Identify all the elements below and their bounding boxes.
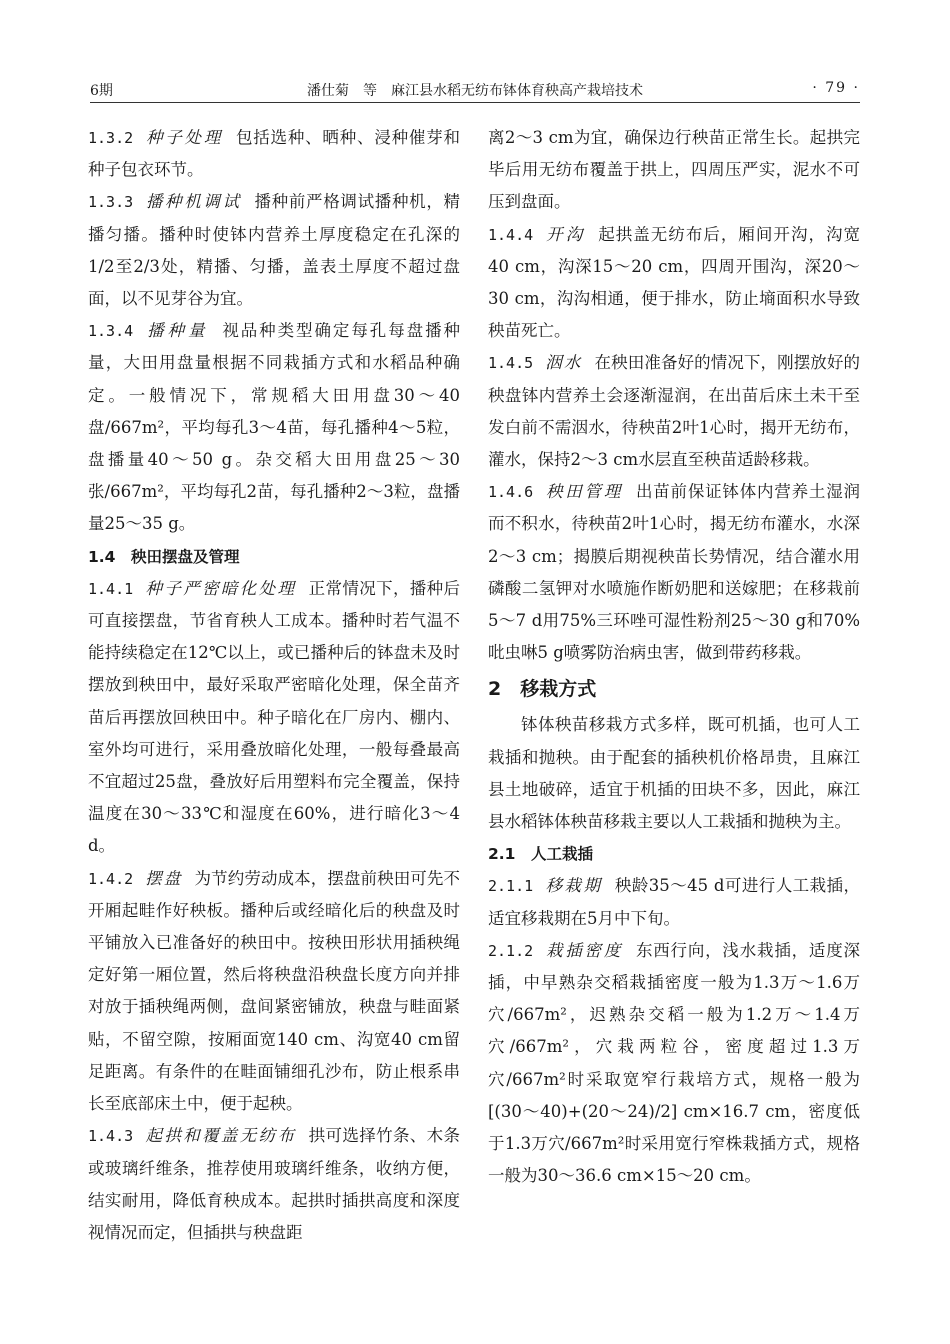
paragraph-text: 正常情况下，播种后可直接摆盘，节省育秧人工成本。播种时若气温不能持续稳定在12℃以上，或已播种后的钵盘未及时摆放到秧田中，最好采取严密暗化处理，保全苗齐苗后再摆放回秧田中。种子暗化在厂房内、棚内、室外均可进行，采用叠放暗化处理，一般每叠最高不宜超过25盘，叠放好后用塑料布完全覆盖，保持温度在30～33℃和湿度在60%，进行暗化3～4 d。 [88,578,461,856]
paragraph-text: 秧龄35～45 d可进行人工栽插，适宜移栽期在5月中下旬。 [488,876,860,928]
subsection-title: 摆盘 [145,868,183,888]
section-heading: 2 移栽方式 [488,678,597,701]
paragraph [88,863,460,1121]
paragraph [488,347,860,476]
paragraph [88,122,460,186]
right-column [488,122,860,1193]
paragraph [88,315,460,540]
subsection-number: 1.4.6 [488,483,534,502]
subsection-number: 1.3.4 [88,322,134,341]
running-header [90,78,860,103]
subsection-title: 移栽期 [545,876,603,896]
section-heading: 1.4 秧田摆盘及管理 [88,547,240,566]
paragraph-text: 东西行向，浅水栽插，适度深插，中早熟杂交稻栽插密度一般为1.3万～1.6万穴/667m²，迟熟杂交稻一般为1.2万～1.4万穴/667m²，穴栽两粒谷，密度超过1.3万穴/667m²时采取宽窄行栽培方式，规格一般为[(30～40)+(20～24)/2] cm×16.7 cm，密度低于1.3万穴/667m²时采用宽行窄株栽插方式，规格一般为30～36.6 cm×15～20 cm。 [488,940,860,1186]
subsection-number: 1.3.3 [88,193,134,212]
subsection-number: 1.3.2 [88,129,134,147]
paragraph-text: 出苗前保证钵体内营养土湿润而不积水，待秧苗2叶1心时，揭无纺布灌水，水深2～3 cm；揭膜后期视秧苗长势情况，结合灌水用磷酸二氢钾对水喷施作断奶肥和送嫁肥；在移栽前5～7 d用75%三环唑可湿性粉剂25～30 g和70%吡虫啉5 g喷雾防治病虫害，做到带药移栽。 [488,482,860,663]
subsection-number: 1.4.4 [488,225,534,244]
paragraph: 钵体秧苗移栽方式多样，既可机插，也可人工栽插和抛秧。由于配套的插秧机价格昂贵，且麻江县土地破碎，适宜于机插的田块不多，因此，麻江县水稻钵体秧苗移栽主要以人工栽插和抛秧为主。 [488,715,860,832]
subsection-number: 1.4.5 [488,354,534,373]
subsection-title: 种子处理 [145,128,224,147]
running-title: 潘仕菊 等 麻江县水稻无纺布钵体育秧高产栽培技术 [307,83,643,99]
paragraph [488,476,860,669]
subsection-title: 栽插密度 [545,940,624,960]
subsection-title: 开沟 [545,224,586,244]
paragraph-text: 为节约劳动成本，摆盘前秧田可先不开厢起畦作好秧板。播种后或经暗化后的秧盘及时平铺放入已准备好的秧田中。按秧田形状用插秧绳定好第一厢位置，然后将秧盘沿秧盘长度方向并排对放于插秧绳两侧，盘间紧密铺放，秧盘与畦面紧贴，不留空隙，按厢面宽140 cm、沟宽40 cm留足距离。有条件的在畦面铺细孔沙布，防止根系串长至底部床土中，便于起秧。 [88,868,461,1114]
subsection-title: 种子严密暗化处理 [145,578,297,598]
subsection-number: 2.1.1 [488,877,534,896]
left-column [88,122,460,1249]
subsection-title: 播种量 [145,321,209,341]
subsection-number: 2.1.2 [488,941,534,960]
paragraph-text: 视品种类型确定每孔每盘播种量，大田用盘量根据不同栽插方式和水稻品种确定。一般情况下，常规稻大田用盘30～40盘/667m²，平均每孔3～4苗，每孔播种4～5粒，盘播量40～50 g。杂交稻大田用盘25～30张/667m²，平均每孔2苗，每孔播种2～3粒，盘播量25～35 g。 [88,321,461,534]
issue-number: 6期 [90,83,113,99]
paragraph-text: 拱可选择竹条、木条或玻璃纤维条，推荐使用玻璃纤维条，收纳方便，结实耐用，降低育秧成本。起拱时插拱高度和深度视情况而定，但插拱与秧盘距 [88,1126,461,1242]
paragraph-text: 在秧田准备好的情况下，刚摆放好的秧盘钵内营养土会逐渐湿润，在出苗后床土未干至发白前不需洇水，待秧苗2叶1心时，揭开无纺布，灌水，保持2～3 cm水层直至秧苗适龄移栽。 [488,353,861,470]
paragraph-text: 包括选种、晒种、浸种催芽和种子包衣环节。 [88,128,460,180]
subsection-number: 1.4.3 [88,1127,134,1146]
paragraph [488,935,860,1193]
subsection-number: 1.4.2 [88,869,134,888]
paragraph [488,219,860,348]
paragraph [88,573,460,863]
paragraph-text: 起拱盖无纺布后，厢间开沟，沟宽40 cm，沟深15～20 cm，四周开围沟，深20～30 cm，沟沟相通，便于排水，防止墒面积水导致秧苗死亡。 [488,224,861,341]
section-heading: 2.1 人工栽插 [488,845,593,864]
paragraph [88,186,460,315]
subsection-number: 1.4.1 [88,579,134,598]
paragraph [88,1120,460,1249]
subsection-title: 洇水 [545,353,583,373]
paragraph [488,870,860,934]
paragraph-text: 播种前严格调试播种机，精播匀播。播种时使钵内营养土厚度稳定在孔深的1/2至2/3处，精播、匀播，盖表土厚度不超过盘面，以不见芽谷为宜。 [88,192,461,309]
page-number: · 79 · [812,80,860,96]
subsection-title: 秧田管理 [545,482,624,502]
paragraph: 离2～3 cm为宜，确保边行秧苗正常生长。起拱完毕后用无纺布覆盖于拱上，四周压严实，泥水不可压到盘面。 [488,128,860,212]
subsection-title: 起拱和覆盖无纺布 [145,1126,297,1146]
subsection-title: 播种机调试 [145,192,242,212]
